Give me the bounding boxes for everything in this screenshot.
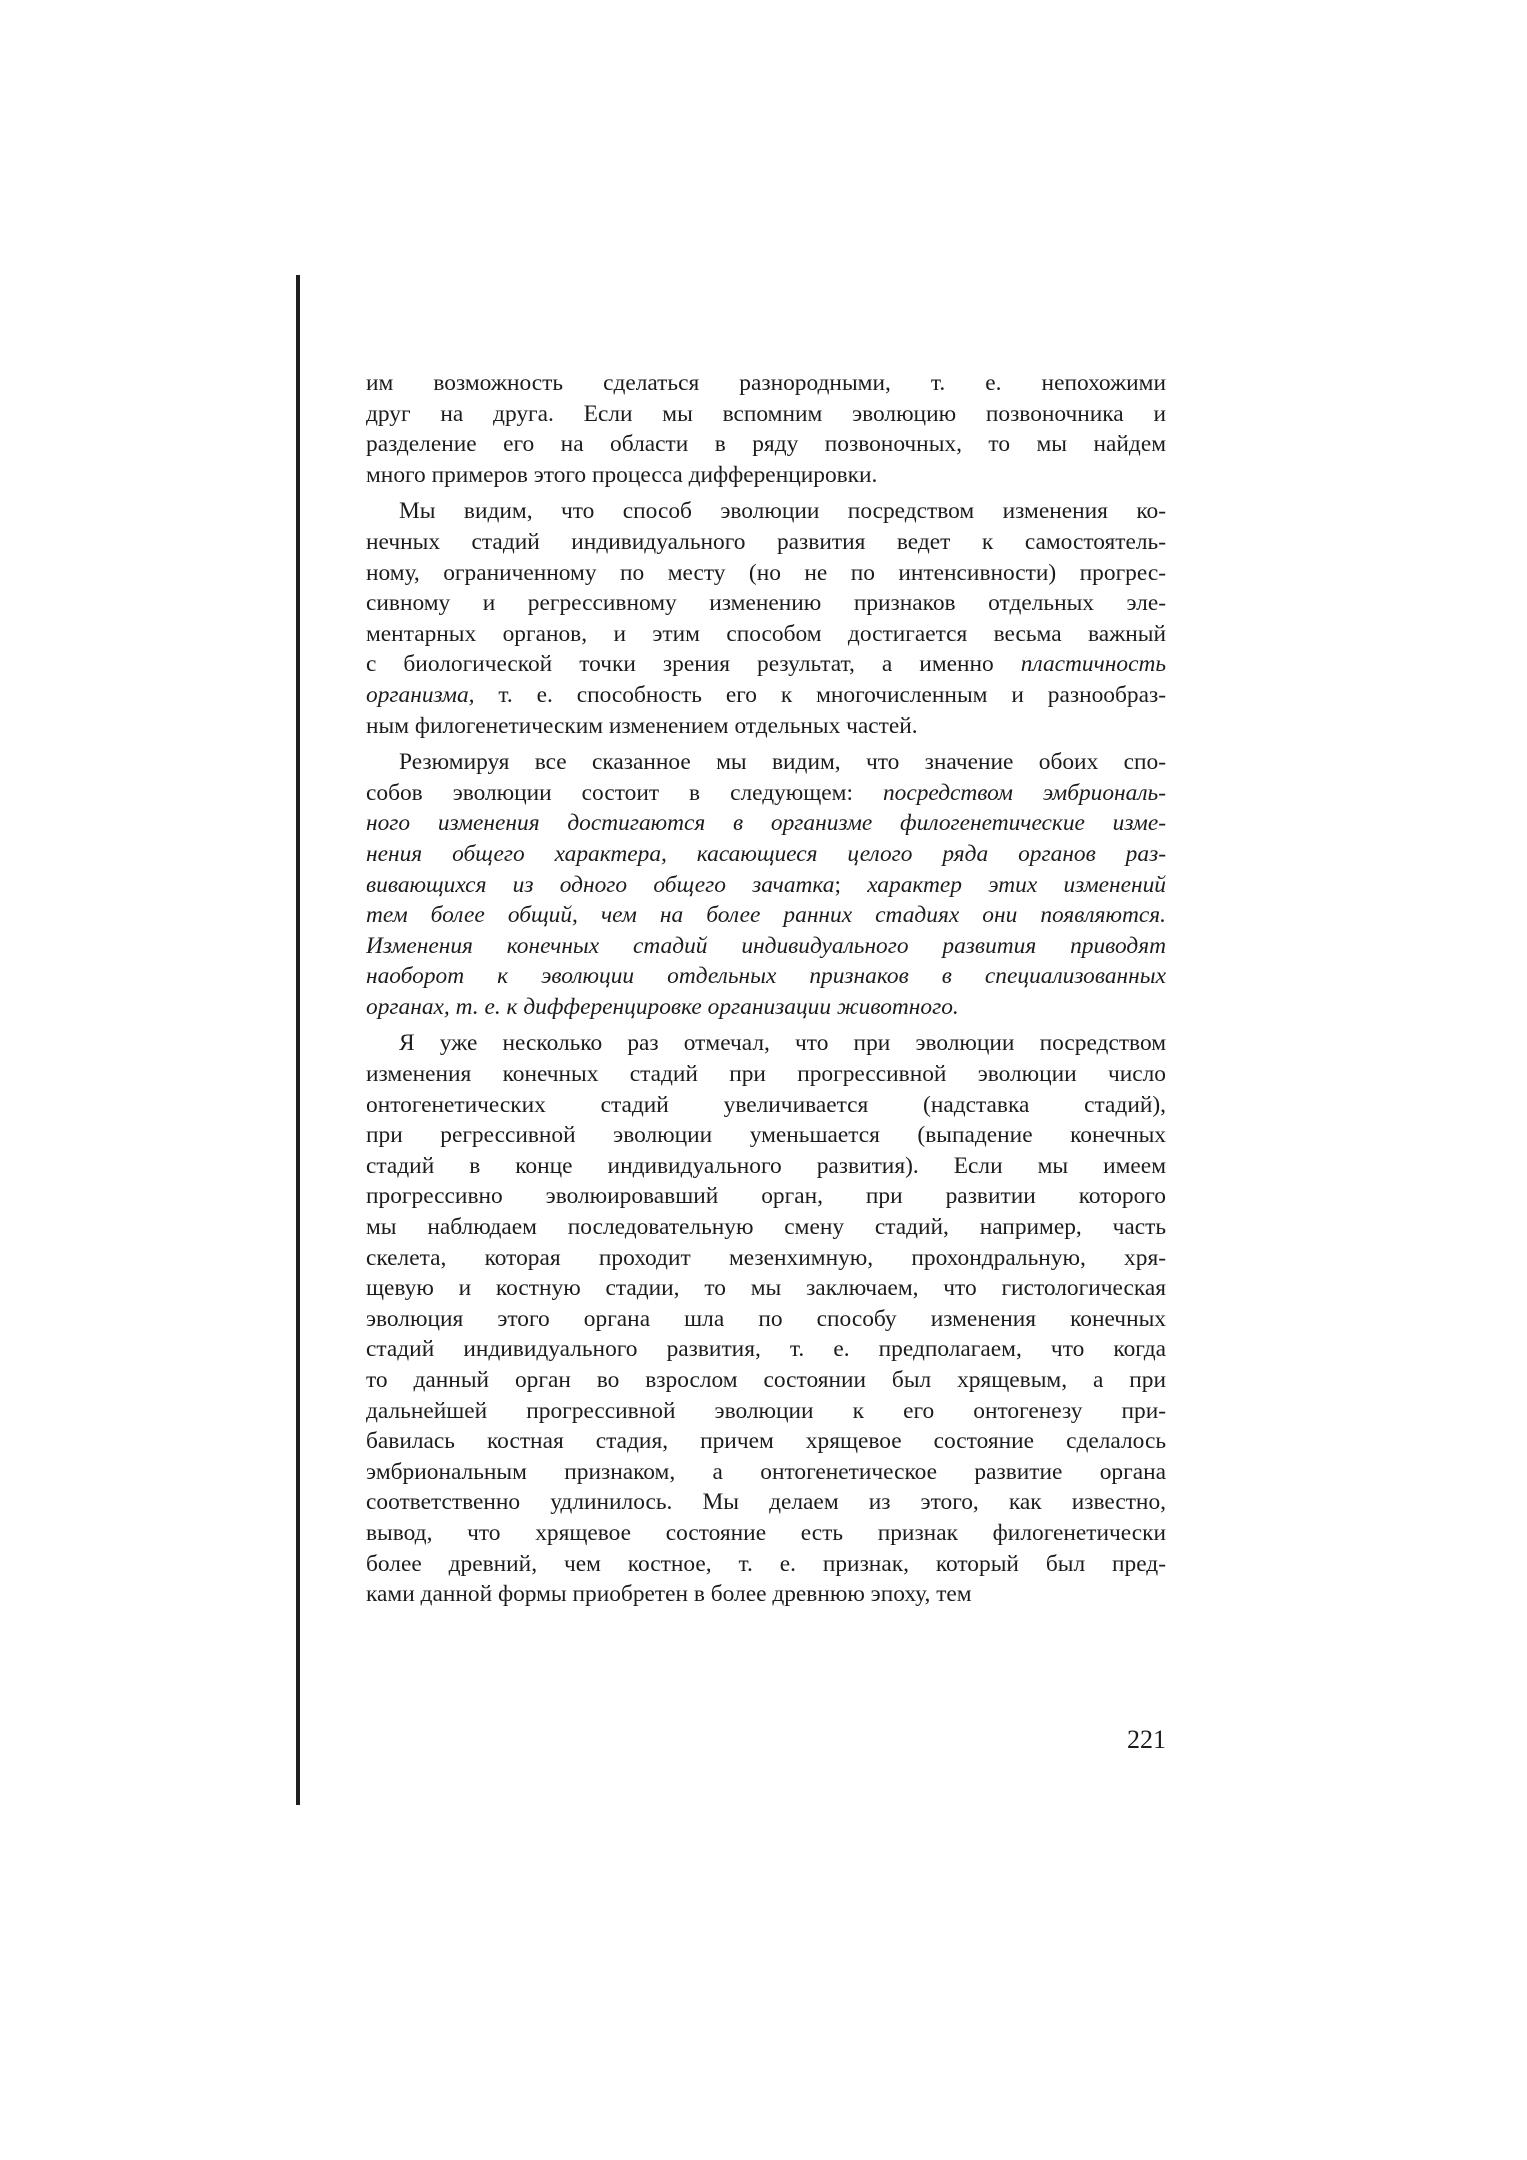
text-run: щевую и костную стадии, то мы заключаем, что гистологическая xyxy=(366,1275,1166,1302)
text-run: при регрессивной эволюции уменьшается (выпадение конечных xyxy=(366,1122,1166,1149)
text-run: соответственно удлинилось. Мы делаем из этого, как известно, xyxy=(366,1489,1166,1516)
text-line xyxy=(366,992,1166,1023)
text-line xyxy=(366,1396,1166,1427)
page-number: 221 xyxy=(1127,1725,1166,1754)
text-line xyxy=(366,680,1166,711)
italic-text: характер этих изменений xyxy=(867,871,1166,898)
text-run: нечных стадий индивидуального развития ведет к самостоятель- xyxy=(366,528,1166,555)
text-line xyxy=(366,711,1166,742)
text-line xyxy=(366,527,1166,558)
text-line xyxy=(366,368,1166,399)
text-line xyxy=(366,778,1166,809)
text-run: друг на друга. Если мы вспомним эволюцию позвоночника и xyxy=(366,400,1166,427)
text-line xyxy=(366,1365,1166,1396)
text-line xyxy=(366,1151,1166,1182)
text-run: эмбриональным признаком, а онтогенетическое развитие органа xyxy=(366,1458,1166,1485)
text-run: бавилась костная стадия, причем хрящевое состояние сделалось xyxy=(366,1428,1166,1455)
text-line xyxy=(366,588,1166,619)
text-line xyxy=(366,460,1166,491)
text-line xyxy=(366,931,1166,962)
text-run: ; xyxy=(834,871,868,898)
text-run: скелета, которая проходит мезенхимную, прохондральную, хря- xyxy=(366,1244,1166,1271)
text-run: изменения конечных стадий при прогрессивной эволюции число xyxy=(366,1061,1166,1088)
text-run: с биологической точки зрения результат, а именно xyxy=(366,651,1021,678)
italic-text: организма, xyxy=(366,681,475,708)
text-line xyxy=(366,1243,1166,1274)
text-line xyxy=(366,1028,1166,1059)
italic-text: пластичность xyxy=(1020,651,1166,678)
text-run: собов эволюции состоит в следующем: xyxy=(366,779,883,806)
text-run: Резюмируя все сказанное мы видим, что значение обоих спо- xyxy=(399,749,1166,776)
italic-text: ного изменения достигаются в организме филогенетические изме- xyxy=(366,810,1166,837)
paragraph xyxy=(366,368,1166,490)
italic-text: органах, т. е. к дифференцировке организации животного. xyxy=(366,993,959,1020)
italic-text: нения общего характера, касающиеся целого ряда органов раз- xyxy=(366,840,1166,867)
text-run: много примеров этого процесса дифференцировки. xyxy=(366,461,878,488)
text-run: ным филогенетическим изменением отдельных частей. xyxy=(366,712,918,739)
text-line xyxy=(366,1579,1166,1610)
paragraph xyxy=(366,496,1166,741)
text-line xyxy=(366,870,1166,901)
italic-text: посредством эмбриональ- xyxy=(882,779,1166,806)
text-line xyxy=(366,1457,1166,1488)
text-run: ками данной формы приобретен в более древнюю эпоху, тем xyxy=(366,1581,972,1608)
text-run: мы наблюдаем последовательную смену стадий, например, часть xyxy=(366,1214,1166,1241)
text-run: стадий в конце индивидуального развития). Если мы имеем xyxy=(366,1152,1166,1179)
text-line xyxy=(366,900,1166,931)
text-run: ному, ограниченному по месту (но не по интенсивности) прогрес- xyxy=(366,559,1166,586)
text-run: то данный орган во взрослом состоянии был хрящевым, а при xyxy=(366,1367,1166,1393)
text-line xyxy=(366,1120,1166,1151)
text-run: сивному и регрессивному изменению признаков отдельных эле- xyxy=(366,590,1166,617)
text-line xyxy=(366,1334,1166,1365)
text-run: вывод, что хрящевое состояние есть признак филогенетически xyxy=(366,1519,1166,1546)
italic-text: наоборот к эволюции отдельных признаков в специализованных xyxy=(366,963,1166,990)
text-run: прогрессивно эволюировавший орган, при развитии которого xyxy=(366,1183,1166,1210)
text-line xyxy=(366,429,1166,460)
text-line xyxy=(366,1304,1166,1335)
body-text xyxy=(366,368,1166,1610)
text-line xyxy=(366,1273,1166,1304)
scan-binding-edge xyxy=(296,275,300,1805)
text-run: разделение его на области в ряду позвоночных, то мы найдем xyxy=(366,431,1166,458)
text-line xyxy=(366,619,1166,650)
text-line xyxy=(366,649,1166,680)
text-line xyxy=(366,747,1166,778)
text-line xyxy=(366,839,1166,870)
paragraph xyxy=(366,1028,1166,1609)
text-line xyxy=(366,808,1166,839)
text-run: дальнейшей прогрессивной эволюции к его онтогенезу при- xyxy=(366,1397,1166,1424)
text-run: онтогенетических стадий увеличивается (надставка стадий), xyxy=(366,1091,1166,1118)
italic-text: тем более общий, чем на более ранних стадиях они появляются. xyxy=(366,902,1166,929)
text-line xyxy=(366,1181,1166,1212)
paragraph xyxy=(366,747,1166,1022)
text-run: Я уже несколько раз отмечал, что при эволюции посредством xyxy=(399,1030,1166,1057)
text-line xyxy=(366,1549,1166,1580)
italic-text: Изменения конечных стадий индивидуального развития приводят xyxy=(366,932,1166,959)
text-line xyxy=(366,399,1166,430)
text-run: т. е. способность его к многочисленным и разнообраз- xyxy=(474,681,1166,708)
text-run: им возможность сделаться разнородными, т. е. непохожими xyxy=(366,370,1166,396)
text-run: более древний, чем костное, т. е. признак, который был пред- xyxy=(366,1550,1166,1577)
text-line xyxy=(366,558,1166,589)
text-run: эволюция этого органа шла по способу изменения конечных xyxy=(366,1305,1166,1332)
text-line xyxy=(366,1090,1166,1121)
text-line xyxy=(366,1212,1166,1243)
text-run: Мы видим, что способ эволюции посредством изменения ко- xyxy=(399,498,1166,525)
text-line xyxy=(366,961,1166,992)
italic-text: вивающихся из одного общего зачатка xyxy=(366,871,835,898)
text-line xyxy=(366,1518,1166,1549)
text-run: стадий индивидуального развития, т. е. предполагаем, что когда xyxy=(366,1336,1166,1363)
text-line xyxy=(366,1487,1166,1518)
text-line xyxy=(366,1059,1166,1090)
text-run: ментарных органов, и этим способом достигается весьма важный xyxy=(366,620,1166,647)
text-line xyxy=(366,496,1166,527)
text-line xyxy=(366,1426,1166,1457)
